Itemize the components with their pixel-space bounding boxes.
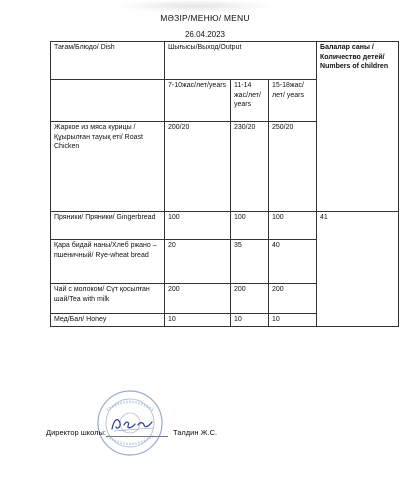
director-name: Талдин Ж.С.	[173, 428, 218, 437]
output-value: 200/20	[165, 122, 231, 212]
dish-name: Жаркое из мяса курицы / Құырылған тауық еті/ Roast Chicken	[51, 122, 165, 212]
age-group-3: 15-18жас/лет/ years	[269, 80, 317, 122]
table-row	[51, 212, 399, 240]
empty-cell	[51, 80, 165, 122]
output-value: 10	[269, 314, 317, 327]
header-dish: Тағам/Блюдо/ Dish	[51, 42, 165, 80]
age-group-1: 7-10жас/лет/years	[165, 80, 231, 122]
dish-name: Пряники/ Пряники/ Gingerbread	[51, 212, 165, 240]
output-value: 200	[165, 284, 231, 314]
children-count: 41	[317, 212, 399, 327]
signature-row	[46, 420, 386, 444]
dish-name: Қара бидай наны/Хлеб ржано – пшеничный/ Rye-wheat bread	[51, 240, 165, 284]
director-label: Директор школы:	[46, 428, 106, 437]
output-value: 100	[269, 212, 317, 240]
output-value: 200	[231, 284, 269, 314]
output-value: 10	[231, 314, 269, 327]
menu-table	[50, 41, 399, 327]
output-value: 10	[165, 314, 231, 327]
dish-name: Чай с молоком/ Сүт қосылған шай/Tea with milk	[51, 284, 165, 314]
output-value: 200	[269, 284, 317, 314]
output-value: 100	[231, 212, 269, 240]
header-children: Балалар саны /Количество детей/ Numbers of children	[317, 42, 399, 212]
output-value: 250/20	[269, 122, 317, 212]
age-group-2: 11-14 жас/лет/ years	[231, 80, 269, 122]
signature-line	[106, 436, 168, 437]
output-value: 100	[165, 212, 231, 240]
table-header-row	[51, 42, 399, 80]
output-value: 40	[269, 240, 317, 284]
output-value: 20	[165, 240, 231, 284]
dish-name: Мед/Бал/ Honey	[51, 314, 165, 327]
output-value: 230/20	[231, 122, 269, 212]
menu-title: МӘЗІР/МЕНЮ/ MENU	[160, 13, 250, 23]
output-value: 35	[231, 240, 269, 284]
header-output: Шығысы/Выход/Output	[165, 42, 317, 80]
menu-date: 26.04.2023	[184, 30, 226, 39]
scan-smudge	[120, 0, 270, 12]
